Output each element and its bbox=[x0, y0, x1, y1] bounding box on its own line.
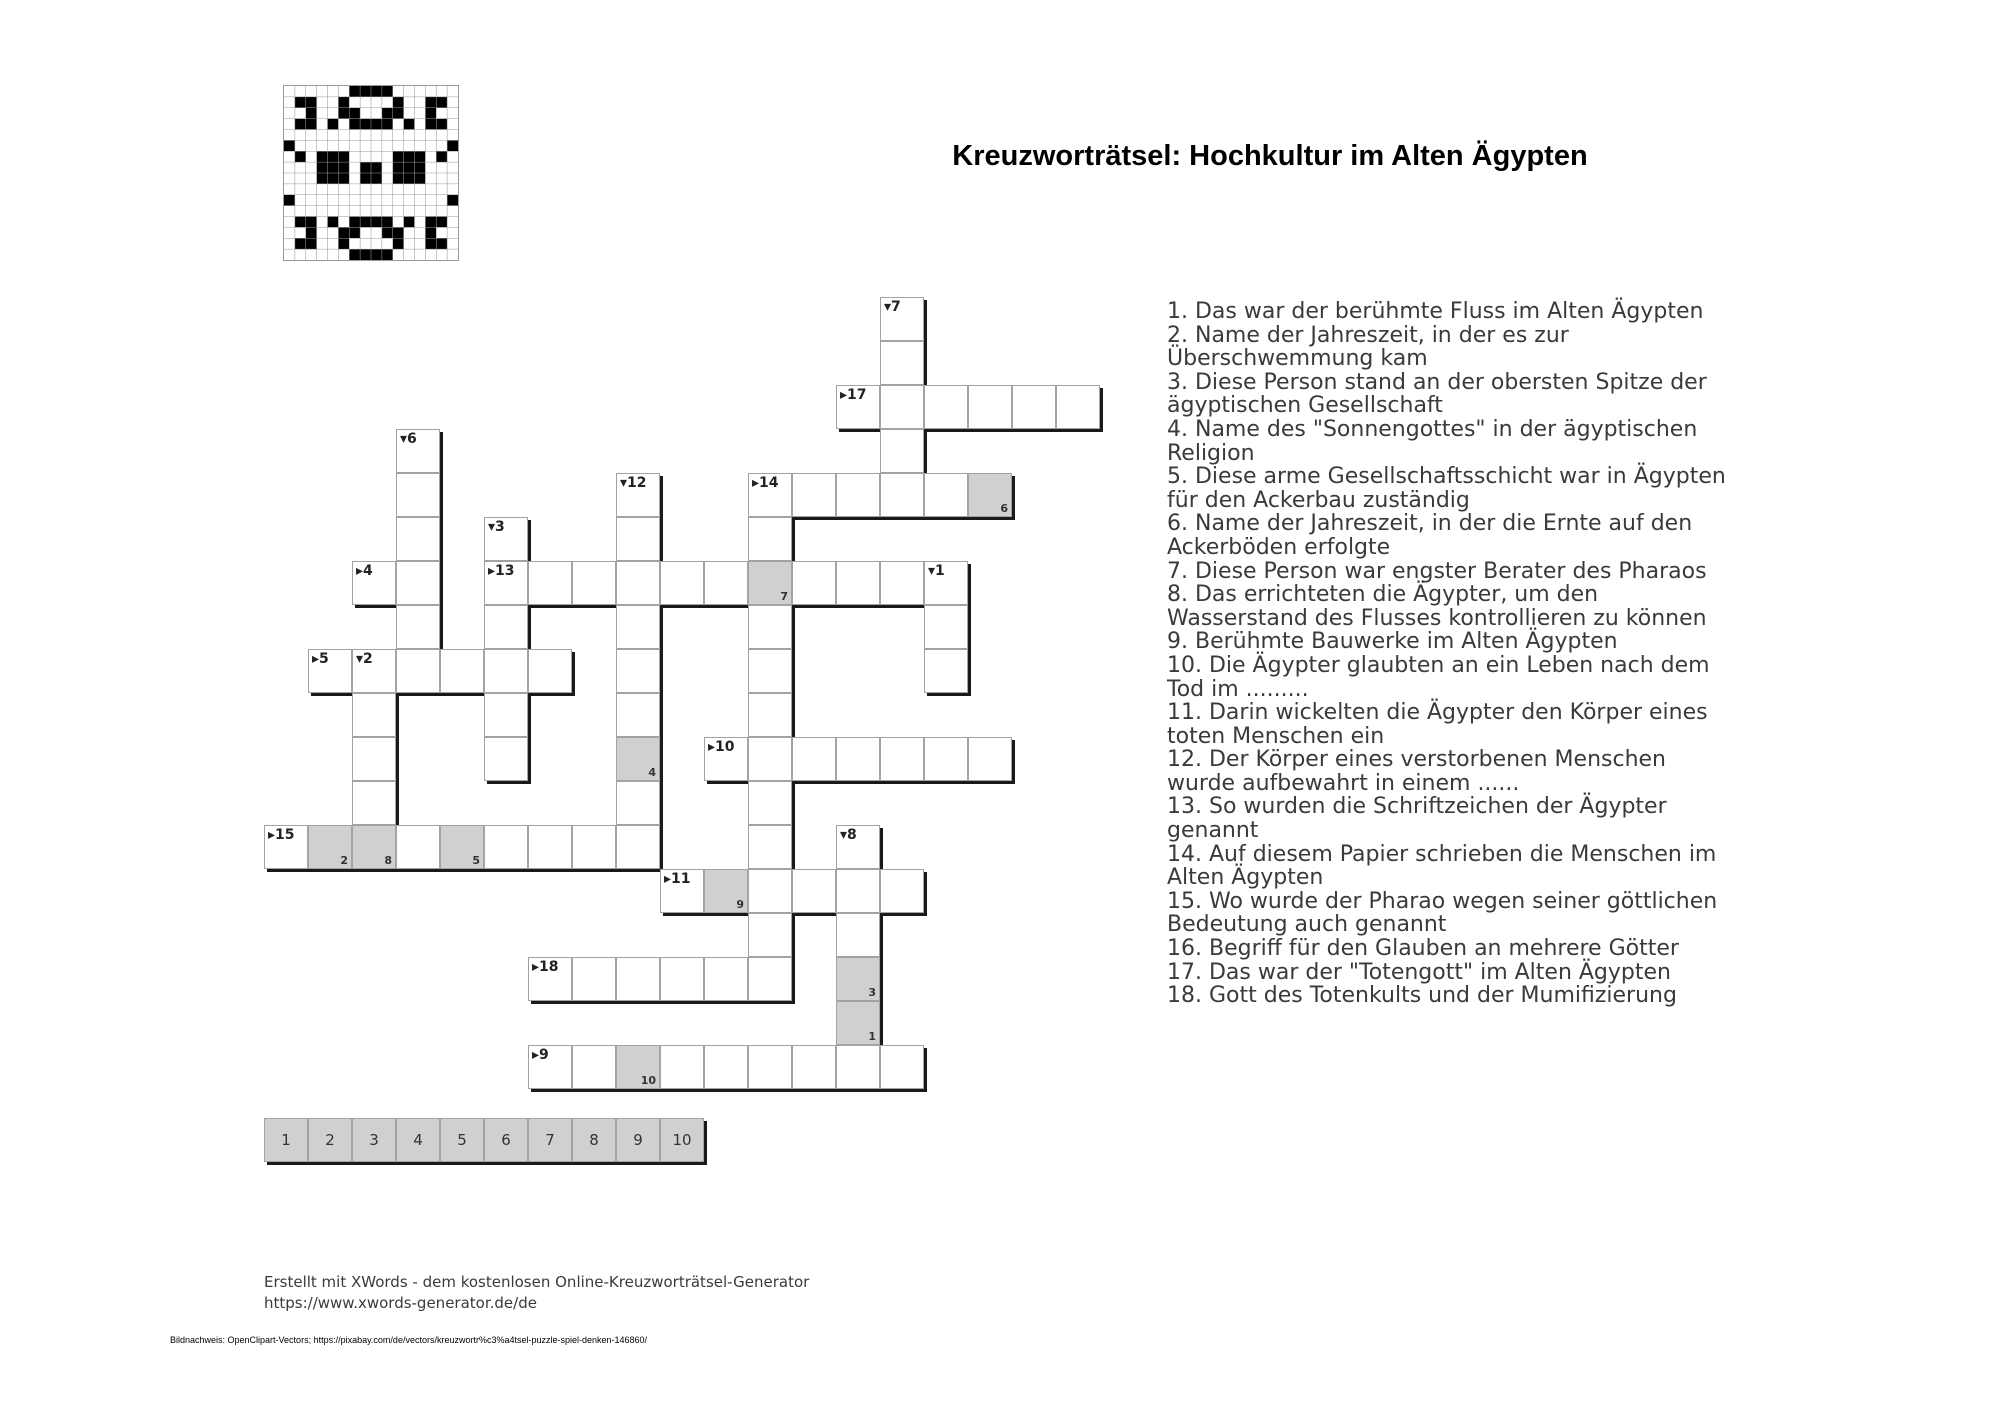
grid-cell[interactable] bbox=[528, 825, 572, 869]
clue-number-label: ▾3 bbox=[488, 519, 505, 535]
clue-number-label: ▾1 bbox=[928, 563, 945, 579]
grid-cell[interactable] bbox=[396, 429, 440, 473]
grid-cell[interactable] bbox=[704, 957, 748, 1001]
grid-cell[interactable] bbox=[352, 825, 396, 869]
grid-cell[interactable] bbox=[440, 825, 484, 869]
crossword-thumbnail-icon bbox=[283, 85, 459, 261]
solution-index: 2 bbox=[340, 854, 348, 867]
grid-cell[interactable] bbox=[572, 825, 616, 869]
grid-cell[interactable] bbox=[880, 341, 924, 385]
grid-cell[interactable] bbox=[836, 385, 880, 429]
solution-index: 8 bbox=[384, 854, 392, 867]
grid-cell[interactable] bbox=[616, 517, 660, 561]
grid-cell[interactable] bbox=[748, 825, 792, 869]
grid-cell[interactable] bbox=[836, 737, 880, 781]
grid-cell[interactable] bbox=[968, 737, 1012, 781]
grid-cell[interactable] bbox=[484, 649, 528, 693]
clue-item: 16. Begriff für den Glauben an mehrere Götter bbox=[1167, 936, 1679, 962]
grid-cell[interactable] bbox=[704, 869, 748, 913]
grid-cell[interactable] bbox=[924, 561, 968, 605]
solution-index: 4 bbox=[648, 766, 656, 779]
grid-cell[interactable] bbox=[396, 605, 440, 649]
clue-list bbox=[1167, 300, 1727, 1008]
grid-cell[interactable] bbox=[352, 561, 396, 605]
grid-cell[interactable] bbox=[396, 517, 440, 561]
grid-cell[interactable] bbox=[792, 473, 836, 517]
solution-cell[interactable]: 9 bbox=[616, 1118, 660, 1162]
grid-cell[interactable] bbox=[748, 605, 792, 649]
clue-number-label: ▸11 bbox=[664, 871, 691, 887]
grid-cell[interactable] bbox=[836, 473, 880, 517]
solution-index: 5 bbox=[472, 854, 480, 867]
grid-cell[interactable] bbox=[836, 825, 880, 869]
grid-cell[interactable] bbox=[528, 1045, 572, 1089]
grid-cell[interactable] bbox=[616, 737, 660, 781]
grid-cell[interactable] bbox=[352, 693, 396, 737]
grid-cell[interactable] bbox=[836, 869, 880, 913]
grid-cell[interactable] bbox=[880, 473, 924, 517]
grid-cell[interactable] bbox=[792, 737, 836, 781]
solution-cell[interactable]: 4 bbox=[396, 1118, 440, 1162]
grid-cell[interactable] bbox=[396, 825, 440, 869]
grid-cell[interactable] bbox=[748, 737, 792, 781]
grid-cell[interactable] bbox=[308, 649, 352, 693]
grid-cell[interactable] bbox=[924, 737, 968, 781]
clue-item: 4. Name des "Sonnengottes" in der ägyptischen Religion bbox=[1167, 416, 1698, 466]
solution-index: 1 bbox=[868, 1030, 876, 1043]
thumbnail-grid bbox=[284, 86, 458, 260]
grid-cell[interactable] bbox=[484, 737, 528, 781]
grid-cell[interactable] bbox=[880, 737, 924, 781]
grid-cell[interactable] bbox=[924, 473, 968, 517]
grid-cell[interactable] bbox=[616, 473, 660, 517]
grid-cell[interactable] bbox=[616, 605, 660, 649]
grid-cell[interactable] bbox=[748, 869, 792, 913]
grid-cell[interactable] bbox=[352, 737, 396, 781]
clue-item: 11. Darin wickelten die Ägypter den Körper eines toten Menschen ein bbox=[1167, 700, 1708, 749]
clue-item: 13. So wurden die Schriftzeichen der Ägypter genannt bbox=[1167, 794, 1667, 844]
grid-cell[interactable] bbox=[264, 825, 308, 869]
grid-cell[interactable] bbox=[836, 957, 880, 1001]
clue-item: 18. Gott des Totenkults und der Mumifizierung bbox=[1167, 983, 1677, 1009]
grid-cell[interactable] bbox=[308, 825, 352, 869]
grid-cell[interactable] bbox=[792, 869, 836, 913]
solution-cell[interactable]: 5 bbox=[440, 1118, 484, 1162]
clue-item: 15. Wo wurde der Pharao wegen seiner göttlichen Bedeutung auch genannt bbox=[1167, 888, 1718, 938]
grid-cell[interactable] bbox=[836, 913, 880, 957]
solution-cell[interactable]: 2 bbox=[308, 1118, 352, 1162]
clue-item: 7. Diese Person war engster Berater des Pharaos bbox=[1167, 558, 1707, 584]
grid-cell[interactable] bbox=[748, 649, 792, 693]
grid-cell[interactable] bbox=[528, 957, 572, 1001]
grid-cell[interactable] bbox=[484, 825, 528, 869]
clue-item: 17. Das war der "Totengott" im Alten Ägypten bbox=[1167, 959, 1671, 985]
clue-number-label: ▾2 bbox=[356, 651, 373, 667]
grid-cell[interactable] bbox=[704, 737, 748, 781]
grid-cell[interactable] bbox=[880, 869, 924, 913]
footer-url[interactable]: https://www.xwords-generator.de/de bbox=[264, 1294, 537, 1312]
grid-cell[interactable] bbox=[748, 473, 792, 517]
grid-cell[interactable] bbox=[880, 429, 924, 473]
solution-cell[interactable]: 1 bbox=[264, 1118, 308, 1162]
solution-index: 3 bbox=[868, 986, 876, 999]
clue-item: 12. Der Körper eines verstorbenen Menschen wurde aufbewahrt in einem ...... bbox=[1167, 747, 1666, 796]
clue-number-label: ▸18 bbox=[532, 959, 559, 975]
clue-item: 3. Diese Person stand an der obersten Spitze der ägyptischen Gesellschaft bbox=[1167, 369, 1707, 419]
solution-index: 7 bbox=[780, 590, 788, 603]
grid-cell[interactable] bbox=[748, 561, 792, 605]
clue-number-label: ▸17 bbox=[840, 387, 867, 403]
grid-cell[interactable] bbox=[484, 517, 528, 561]
grid-cell[interactable] bbox=[660, 957, 704, 1001]
grid-cell[interactable] bbox=[396, 561, 440, 605]
grid-cell[interactable] bbox=[836, 1045, 880, 1089]
image-credit: Bildnachweis: OpenClipart-Vectors; https://pixabay.com/de/vectors/kreuzwortr%c3%a4tsel-puzzle-spiel-denken-146860/ bbox=[170, 1335, 648, 1345]
grid-cell[interactable] bbox=[836, 561, 880, 605]
clue-number-label: ▾12 bbox=[620, 475, 647, 491]
grid-cell[interactable] bbox=[352, 781, 396, 825]
grid-cell[interactable] bbox=[748, 781, 792, 825]
grid-cell[interactable] bbox=[616, 825, 660, 869]
clue-item: 5. Diese arme Gesellschaftsschicht war in Ägypten für den Ackerbau zuständig bbox=[1167, 464, 1726, 513]
clue-number-label: ▸9 bbox=[532, 1047, 549, 1063]
grid-cell[interactable] bbox=[616, 693, 660, 737]
grid-cell[interactable] bbox=[396, 649, 440, 693]
grid-cell[interactable] bbox=[704, 1045, 748, 1089]
clue-number-label: ▾8 bbox=[840, 827, 857, 843]
clue-item: 2. Name der Jahreszeit, in der es zur Überschwemmung kam bbox=[1167, 322, 1569, 372]
clue-number-label: ▸10 bbox=[708, 739, 735, 755]
clue-number-label: ▾6 bbox=[400, 431, 417, 447]
clue-item: 14. Auf diesem Papier schrieben die Menschen im Alten Ägypten bbox=[1167, 841, 1717, 891]
grid-cell[interactable] bbox=[748, 517, 792, 561]
grid-cell[interactable] bbox=[836, 1001, 880, 1045]
generator-footer bbox=[264, 1272, 809, 1314]
grid-cell[interactable] bbox=[484, 693, 528, 737]
page-title: Kreuzworträtsel: Hochkultur im Alten Ägypten bbox=[952, 140, 1588, 172]
solution-cell[interactable]: 3 bbox=[352, 1118, 396, 1162]
clue-item: 8. Das errichteten die Ägypter, um den Wasserstand des Flusses kontrollieren zu können bbox=[1167, 582, 1707, 631]
grid-cell[interactable] bbox=[792, 1045, 836, 1089]
clue-number-label: ▸15 bbox=[268, 827, 295, 843]
clue-number-label: ▸4 bbox=[356, 563, 373, 579]
clue-item: 1. Das war der berühmte Fluss im Alten Ägypten bbox=[1167, 299, 1704, 324]
grid-cell[interactable] bbox=[660, 869, 704, 913]
grid-cell[interactable] bbox=[616, 781, 660, 825]
grid-cell[interactable] bbox=[616, 561, 660, 605]
grid-cell[interactable] bbox=[968, 473, 1012, 517]
clue-number-label: ▸14 bbox=[752, 475, 779, 491]
grid-cell[interactable] bbox=[484, 605, 528, 649]
solution-index: 6 bbox=[1000, 502, 1008, 515]
clue-number-label: ▸5 bbox=[312, 651, 329, 667]
grid-cell[interactable] bbox=[616, 649, 660, 693]
grid-cell[interactable] bbox=[660, 1045, 704, 1089]
grid-cell[interactable] bbox=[880, 385, 924, 429]
grid-cell[interactable] bbox=[352, 649, 396, 693]
footer-line-1: Erstellt mit XWords - dem kostenlosen Online-Kreuzworträtsel-Generator bbox=[264, 1273, 810, 1291]
grid-cell[interactable] bbox=[748, 1045, 792, 1089]
clue-item: 10. Die Ägypter glaubten an ein Leben nach dem Tod im ......... bbox=[1167, 652, 1710, 702]
grid-cell[interactable] bbox=[924, 605, 968, 649]
grid-cell[interactable] bbox=[880, 297, 924, 341]
solution-cell[interactable]: 6 bbox=[484, 1118, 528, 1162]
grid-cell[interactable] bbox=[748, 957, 792, 1001]
grid-cell[interactable] bbox=[572, 561, 616, 605]
solution-index: 10 bbox=[640, 1074, 656, 1087]
grid-cell[interactable] bbox=[1056, 385, 1100, 429]
clue-item: 9. Berühmte Bauwerke im Alten Ägypten bbox=[1167, 629, 1618, 655]
solution-cell[interactable]: 7 bbox=[528, 1118, 572, 1162]
grid-cell[interactable] bbox=[704, 561, 748, 605]
grid-cell[interactable] bbox=[748, 693, 792, 737]
grid-cell[interactable] bbox=[924, 649, 968, 693]
grid-cell[interactable] bbox=[924, 385, 968, 429]
clue-number-label: ▾7 bbox=[884, 299, 901, 315]
clue-item: 6. Name der Jahreszeit, in der die Ernte auf den Ackerböden erfolgte bbox=[1167, 511, 1693, 560]
solution-cell[interactable]: 10 bbox=[660, 1118, 704, 1162]
grid-cell[interactable] bbox=[748, 913, 792, 957]
grid-cell[interactable] bbox=[880, 1045, 924, 1089]
grid-cell[interactable] bbox=[572, 957, 616, 1001]
grid-cell[interactable] bbox=[572, 1045, 616, 1089]
grid-cell[interactable] bbox=[528, 649, 572, 693]
grid-cell[interactable] bbox=[1012, 385, 1056, 429]
grid-cell[interactable] bbox=[484, 561, 528, 605]
solution-cell[interactable]: 8 bbox=[572, 1118, 616, 1162]
grid-cell[interactable] bbox=[440, 649, 484, 693]
grid-cell[interactable] bbox=[880, 561, 924, 605]
solution-index: 9 bbox=[736, 898, 744, 911]
grid-cell[interactable] bbox=[660, 561, 704, 605]
grid-cell[interactable] bbox=[396, 473, 440, 517]
grid-cell[interactable] bbox=[616, 1045, 660, 1089]
clue-number-label: ▸13 bbox=[488, 563, 515, 579]
grid-cell[interactable] bbox=[616, 957, 660, 1001]
grid-cell[interactable] bbox=[528, 561, 572, 605]
grid-cell[interactable] bbox=[792, 561, 836, 605]
grid-cell[interactable] bbox=[968, 385, 1012, 429]
